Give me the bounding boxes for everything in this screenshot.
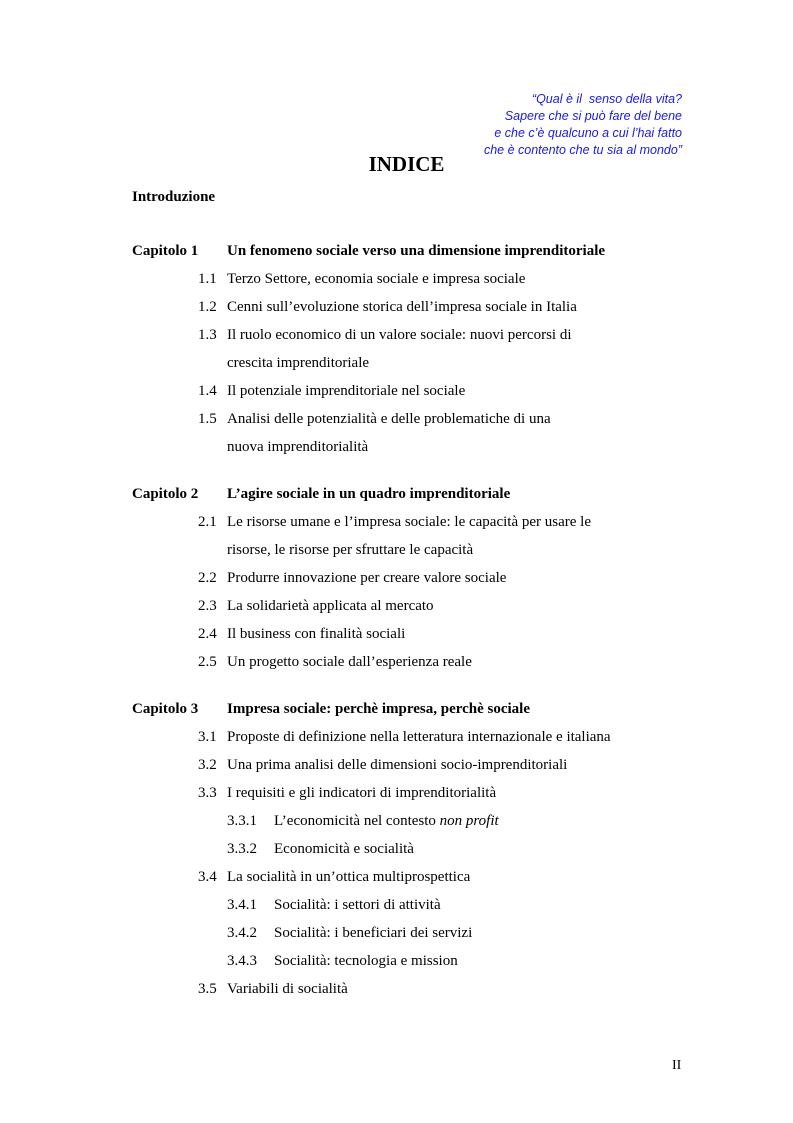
section-number: 2.3 xyxy=(198,598,217,614)
section-number: 1.5 xyxy=(198,411,217,427)
chapter-title: Impresa sociale: perchè impresa, perchè sociale xyxy=(227,701,531,717)
page-number: II xyxy=(672,1058,682,1073)
section-number: 2.5 xyxy=(198,654,217,670)
subsection-title-text: L’economicità nel contesto xyxy=(274,813,440,829)
epigraph-line: Sapere che si può fare del bene xyxy=(504,109,682,123)
chapter-label: Capitolo 1 xyxy=(132,243,199,259)
section-number: 1.3 xyxy=(198,327,217,343)
epigraph xyxy=(484,91,682,159)
section-title: Produrre innovazione per creare valore sociale xyxy=(227,570,507,586)
section-title: Cenni sull’evoluzione storica dell’impresa sociale in Italia xyxy=(227,299,577,315)
section-title: Variabili di socialità xyxy=(227,981,348,997)
page-title: INDICE xyxy=(368,152,445,176)
section-number: 1.2 xyxy=(198,299,217,315)
chapter-title: L’agire sociale in un quadro imprenditoriale xyxy=(227,486,511,502)
intro-heading: Introduzione xyxy=(132,189,216,205)
section-number: 3.1 xyxy=(198,729,217,745)
section-number: 3.3 xyxy=(198,785,217,801)
subsection-title: Socialità: i beneficiari dei servizi xyxy=(274,925,473,941)
section-title: Una prima analisi delle dimensioni socio-imprenditoriali xyxy=(227,757,568,773)
section-title: La socialità in un’ottica multiprospettica xyxy=(227,869,471,885)
section-number: 3.5 xyxy=(198,981,217,997)
section-title: I requisiti e gli indicatori di imprenditorialità xyxy=(227,785,497,801)
section-title: Il potenziale imprenditoriale nel sociale xyxy=(227,383,466,399)
subsection-title: Socialità: i settori di attività xyxy=(274,897,441,913)
section-title: Le risorse umane e l’impresa sociale: le capacità per usare le xyxy=(227,514,591,530)
subsection-number: 3.3.2 xyxy=(227,841,257,857)
epigraph-line: e che c’è qualcuno a cui l’hai fatto xyxy=(494,126,682,140)
section-number: 2.1 xyxy=(198,514,217,530)
chapter-title: Un fenomeno sociale verso una dimensione imprenditoriale xyxy=(227,243,606,259)
section-number: 2.2 xyxy=(198,570,217,586)
subsection-title: Socialità: tecnologia e mission xyxy=(274,953,458,969)
subsection-number: 3.4.2 xyxy=(227,925,257,941)
section-title-continued: nuova imprenditorialità xyxy=(227,439,369,455)
section-number: 1.1 xyxy=(198,271,217,287)
section-number: 3.4 xyxy=(198,869,217,885)
subsection-number: 3.3.1 xyxy=(227,813,257,829)
subsection-title xyxy=(274,811,499,831)
section-title: Un progetto sociale dall’esperienza reale xyxy=(227,654,472,670)
section-title: Proposte di definizione nella letteratura internazionale e italiana xyxy=(227,729,611,745)
section-number: 2.4 xyxy=(198,626,217,642)
subsection-number: 3.4.3 xyxy=(227,953,257,969)
section-title: Il ruolo economico di un valore sociale: nuovi percorsi di xyxy=(227,327,572,343)
section-title: Terzo Settore, economia sociale e impresa sociale xyxy=(227,271,526,287)
section-title: La solidarietà applicata al mercato xyxy=(227,598,434,614)
section-title: Analisi delle potenzialità e delle problematiche di una xyxy=(227,411,551,427)
chapter-label: Capitolo 2 xyxy=(132,486,199,502)
section-title-continued: crescita imprenditoriale xyxy=(227,355,370,371)
chapter-label: Capitolo 3 xyxy=(132,701,199,717)
section-title: Il business con finalità sociali xyxy=(227,626,406,642)
epigraph-line: che è contento che tu sia al mondo” xyxy=(483,143,682,157)
section-number: 1.4 xyxy=(198,383,217,399)
epigraph-line: “Qual è il senso della vita? xyxy=(531,92,682,106)
subsection-title: Economicità e socialità xyxy=(274,841,414,857)
section-title-continued: risorse, le risorse per sfruttare le capacità xyxy=(227,542,474,558)
section-number: 3.2 xyxy=(198,757,217,773)
subsection-number: 3.4.1 xyxy=(227,897,257,913)
subsection-title-italic: non profit xyxy=(439,813,499,829)
